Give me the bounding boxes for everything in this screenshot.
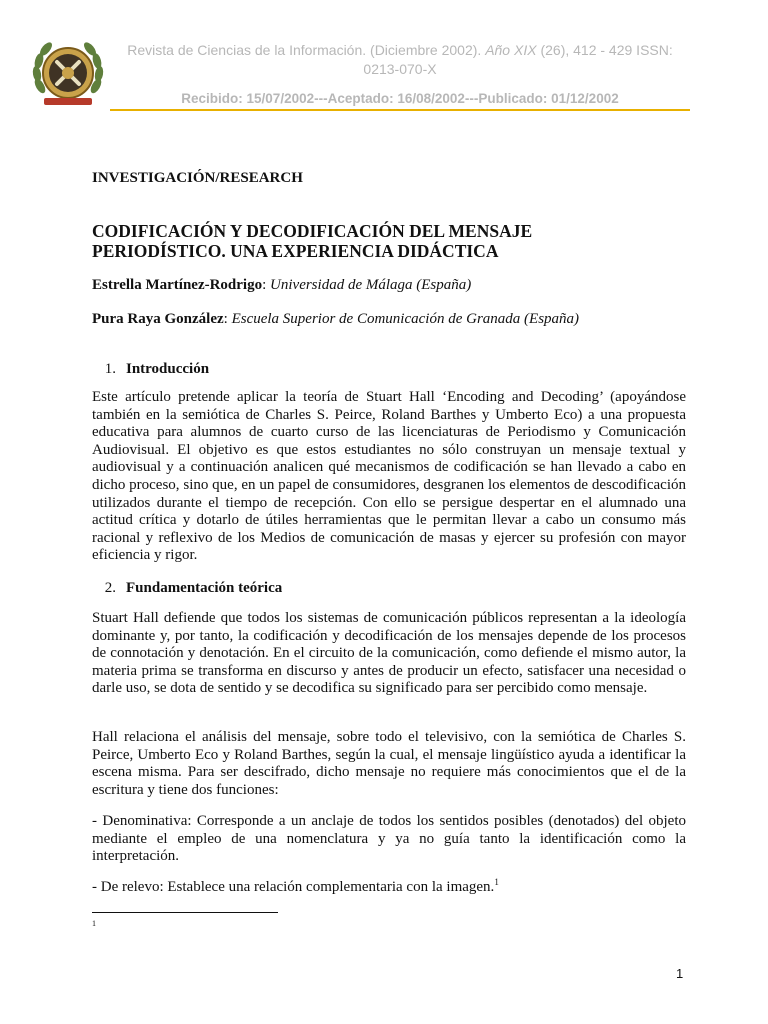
footnote-reference[interactable]: 1	[494, 877, 499, 887]
author-2: Pura Raya González: Escuela Superior de Comunicación de Granada (España)	[92, 311, 580, 327]
publication-dates: Recibido: 15/07/2002---Aceptado: 16/08/2002---Publicado: 01/12/2002	[181, 91, 619, 106]
paragraph-relevo	[92, 879, 686, 897]
journal-issn: 0213-070-X	[363, 61, 437, 77]
journal-seal-logo	[30, 36, 106, 112]
article-title-line-2: PERIODÍSTICO. UNA EXPERIENCIA DIDÁCTICA	[92, 241, 499, 261]
footnote-mark: 1	[92, 919, 96, 928]
paragraph-introduccion: Este artículo pretende aplicar la teoría de Stuart Hall ‘Encoding and Decoding’ (apoyándose también en la semiótica de Charles S. Peirce, Roland Barthes y Umberto Eco) a una propuesta educativa para alumnos de cuarto curso de las licenciaturas de Periodismo y Comunicación Audiovisual. El objetivo es que estos estudiantes no sólo construyan un mensaje textual y audiovisual y a continuación analicen qué mecanismos de codificación se han llevado a cabo en dicho proceso, sino que, en un papel de consumidores, desgranen los elementos de descodificación utilizados durante el tiempo de recepción. Con ello se persigue despertar en el alumnado una actitud crítica y dotarlo de útiles herramientas que le permitan llevar a cabo un consumo más racional y reflexivo de los Medios de comunicación de masas y ejercer su profesión con mayor eficiencia y rigor.	[92, 389, 686, 564]
author-1: Estrella Martínez-Rodrigo: Universidad de Málaga (España)	[92, 277, 472, 293]
journal-header	[0, 0, 768, 115]
article-title-line-1: CODIFICACIÓN Y DECODIFICACIÓN DEL MENSAJE	[92, 221, 533, 241]
page-number: 1	[676, 966, 684, 981]
section-type-label: INVESTIGACIÓN/RESEARCH	[92, 170, 303, 186]
section-heading-introduccion	[92, 361, 209, 378]
author-1-affiliation: Universidad de Málaga (España)	[270, 277, 472, 293]
journal-year: Año XIX	[485, 42, 537, 58]
journal-citation-prefix: Revista de Ciencias de la Información. (Diciembre 2002).	[127, 42, 482, 58]
author-2-name: Pura Raya González	[92, 311, 224, 327]
article-title	[92, 221, 692, 261]
paragraph-relevo-text: - De relevo: Establece una relación complementaria con la imagen.	[92, 879, 495, 895]
paragraph-theory-1: Stuart Hall defiende que todos los sistemas de comunicación públicos representan a la ideología dominante y, por tanto, la codificación y decodificación de los mensajes depende de los procesos de connotación y denotación. En el circuito de la comunicación, como defiende el mismo autor, la materia prima se transforma en discurso y antes de producir un efecto, satisfacer una necesidad o darle uso, se dota de sentido y se decodifica su significado para ser percibido como mensaje.	[92, 610, 686, 697]
section-number: 1.	[104, 361, 116, 377]
author-2-affiliation: Escuela Superior de Comunicación de Granada (España)	[231, 311, 580, 327]
header-rule	[110, 109, 690, 111]
section-title: Fundamentación teórica	[126, 580, 283, 596]
author-1-name: Estrella Martínez-Rodrigo	[92, 277, 263, 293]
section-heading-fundamentacion	[92, 580, 282, 597]
paragraph-theory-2: Hall relaciona el análisis del mensaje, sobre todo el televisivo, con la semiótica de Charles S. Peirce, Umberto Eco y Roland Barthes, según la cual, el mensaje lingüístico ayuda a identificar la escena misma. Para ser descifrado, dicho mensaje no requiere más conocimientos que el de la escritura y tiene dos funciones:	[92, 729, 686, 798]
journal-citation	[110, 41, 690, 79]
journal-citation-suffix: (26), 412 - 429 ISSN:	[540, 42, 673, 58]
section-title: Introducción	[126, 361, 210, 377]
paragraph-denominativa: - Denominativa: Corresponde a un anclaje de todos los sentidos posibles (denotados) del objeto mediante el empleo de una nomenclatura y ya no guía tanto la identificación como la interpretación.	[92, 813, 686, 865]
section-number: 2.	[104, 580, 116, 596]
footnote-separator	[92, 912, 278, 913]
